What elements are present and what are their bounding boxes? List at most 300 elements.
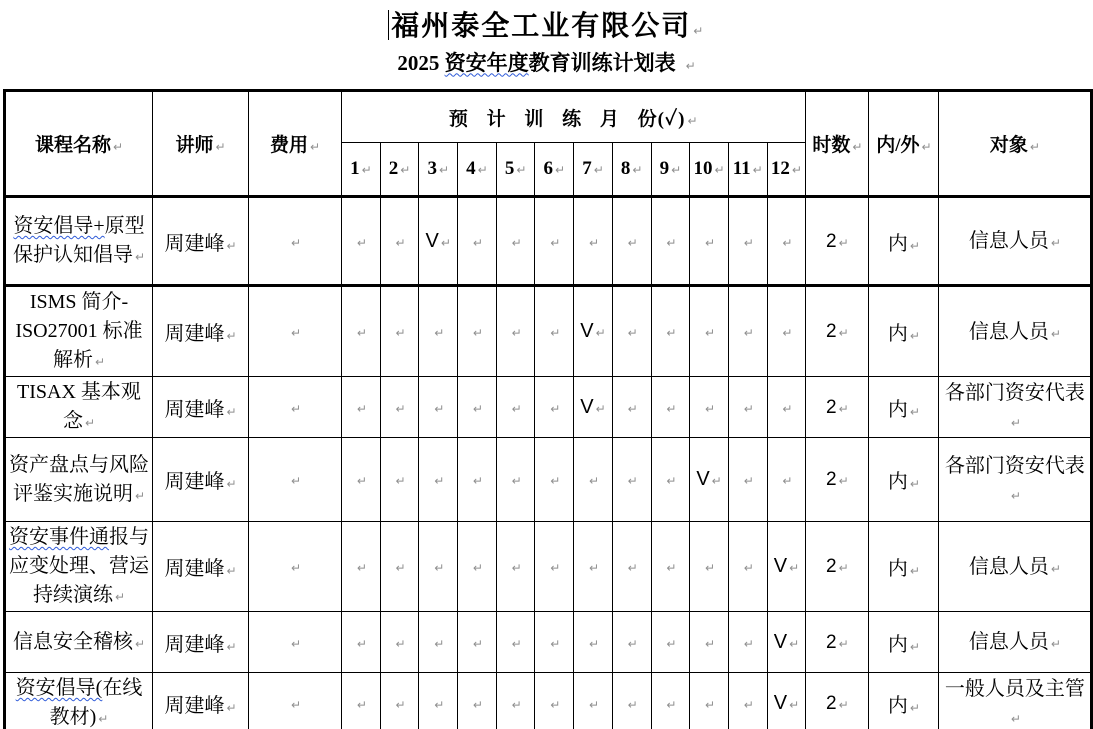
paragraph-mark-icon: ↵ bbox=[555, 163, 566, 177]
month-cell-6[interactable] bbox=[535, 286, 574, 377]
course-cell[interactable] bbox=[5, 197, 153, 286]
grammar-flagged-text: 资安倡导+ bbox=[13, 215, 105, 237]
paragraph-mark-icon: ↵ bbox=[705, 401, 716, 416]
paragraph-mark-icon: ↵ bbox=[1010, 488, 1021, 503]
paragraph-mark-icon: ↵ bbox=[1050, 236, 1061, 250]
header-month-4[interactable]: 4 ↵ bbox=[458, 143, 497, 197]
paragraph-mark-icon: ↵ bbox=[743, 636, 754, 651]
course-cell[interactable] bbox=[5, 438, 153, 522]
hours-cell[interactable] bbox=[806, 522, 869, 612]
paragraph-mark-icon: ↵ bbox=[400, 163, 411, 177]
month-cell-8[interactable] bbox=[612, 438, 651, 522]
paragraph-mark-icon: ↵ bbox=[395, 561, 406, 575]
paragraph-mark-icon: ↵ bbox=[395, 697, 406, 712]
header-month-9[interactable]: 9 ↵ bbox=[651, 143, 690, 197]
inout-value: 内 bbox=[887, 471, 908, 493]
paragraph-mark-icon: ↵ bbox=[395, 326, 406, 340]
month-cell-7[interactable] bbox=[574, 612, 613, 673]
inout-cell[interactable] bbox=[869, 522, 939, 612]
paragraph-mark-icon: ↵ bbox=[588, 474, 599, 488]
paragraph-mark-icon: ↵ bbox=[511, 561, 522, 575]
paragraph-mark-icon: ↵ bbox=[112, 140, 124, 154]
hours-value: 2 bbox=[826, 692, 837, 714]
month-cell-2[interactable] bbox=[380, 377, 419, 438]
paragraph-mark-icon: ↵ bbox=[472, 401, 483, 416]
inout-cell[interactable] bbox=[869, 438, 939, 522]
paragraph-mark-icon: ↵ bbox=[666, 636, 677, 651]
check-mark: V bbox=[696, 468, 710, 490]
header-month-10[interactable]: 10 ↵ bbox=[690, 143, 729, 197]
paragraph-mark-icon: ↵ bbox=[909, 564, 920, 578]
header-course[interactable]: 课程名称 ↵ bbox=[5, 91, 153, 197]
subtitle-grammar-flagged-text: 资安年度 bbox=[444, 50, 529, 75]
header-inout[interactable]: 内/外 ↵ bbox=[869, 91, 939, 197]
paragraph-mark-icon: ↵ bbox=[782, 401, 793, 416]
paragraph-mark-icon: ↵ bbox=[290, 561, 302, 575]
paragraph-mark-icon: ↵ bbox=[84, 416, 96, 430]
paragraph-mark-icon: ↵ bbox=[395, 235, 406, 250]
course-name: ISMS 简介-ISO27001 标准解析 bbox=[15, 291, 143, 371]
paragraph-mark-icon: ↵ bbox=[588, 636, 599, 651]
paragraph-mark-icon: ↵ bbox=[588, 697, 599, 712]
month-cell-9[interactable] bbox=[651, 197, 690, 286]
paragraph-mark-icon: ↵ bbox=[743, 235, 754, 250]
paragraph-mark-icon: ↵ bbox=[1050, 637, 1061, 651]
hours-value: 2 bbox=[826, 396, 837, 418]
paragraph-mark-icon: ↵ bbox=[511, 697, 522, 712]
month-cell-8[interactable] bbox=[612, 673, 651, 729]
paragraph-mark-icon: ↵ bbox=[134, 488, 146, 503]
target-cell[interactable] bbox=[939, 612, 1092, 673]
paragraph-mark-icon: ↵ bbox=[226, 329, 237, 343]
header-month-8[interactable]: 8 ↵ bbox=[612, 143, 651, 197]
month-cell-7[interactable] bbox=[574, 377, 613, 438]
month-cell-9[interactable] bbox=[651, 673, 690, 729]
paragraph-mark-icon: ↵ bbox=[356, 636, 367, 651]
month-cell-3[interactable] bbox=[419, 673, 458, 729]
paragraph-mark-icon: ↵ bbox=[114, 590, 126, 604]
fee-cell[interactable] bbox=[249, 438, 342, 522]
course-cell[interactable] bbox=[5, 673, 153, 729]
month-cell-5[interactable] bbox=[496, 197, 535, 286]
month-cell-6[interactable] bbox=[535, 612, 574, 673]
course-cell[interactable] bbox=[5, 377, 153, 438]
month-cell-5[interactable] bbox=[496, 438, 535, 522]
paragraph-mark-icon: ↵ bbox=[666, 401, 677, 416]
paragraph-mark-icon: ↵ bbox=[395, 401, 406, 416]
paragraph-mark-icon: ↵ bbox=[98, 712, 109, 726]
paragraph-mark-icon: ↵ bbox=[838, 401, 849, 416]
paragraph-mark-icon: ↵ bbox=[361, 163, 372, 177]
inout-cell[interactable] bbox=[869, 377, 939, 438]
month-cell-10[interactable] bbox=[690, 673, 729, 729]
table-row bbox=[5, 286, 1092, 377]
paragraph-mark-icon: ↵ bbox=[94, 355, 106, 369]
course-name: 资产盘点与风险评鉴实施说明 bbox=[9, 453, 149, 505]
paragraph-mark-icon: ↵ bbox=[309, 140, 321, 154]
paragraph-mark-icon: ↵ bbox=[472, 697, 483, 712]
inout-value: 内 bbox=[887, 633, 908, 656]
hours-cell[interactable] bbox=[806, 377, 869, 438]
paragraph-mark-icon: ↵ bbox=[434, 401, 445, 416]
instructor-cell[interactable] bbox=[153, 377, 249, 438]
text-cursor bbox=[388, 10, 390, 40]
header-hours[interactable]: 时数 ↵ bbox=[806, 91, 869, 197]
fee-cell[interactable] bbox=[249, 522, 342, 612]
month-cell-7[interactable] bbox=[574, 673, 613, 729]
paragraph-mark-icon: ↵ bbox=[595, 326, 606, 340]
paragraph-mark-icon: ↵ bbox=[434, 474, 445, 488]
paragraph-mark-icon: ↵ bbox=[743, 401, 754, 416]
month-cell-8[interactable] bbox=[612, 377, 651, 438]
month-cell-12[interactable] bbox=[767, 612, 806, 673]
target-cell[interactable] bbox=[939, 522, 1092, 612]
course-cell[interactable] bbox=[5, 286, 153, 377]
course-name: 在线教材) bbox=[49, 677, 143, 728]
header-month-11[interactable]: 11 ↵ bbox=[728, 143, 767, 197]
month-cell-1[interactable] bbox=[342, 377, 381, 438]
hours-value: 2 bbox=[826, 631, 837, 653]
header-month-3[interactable]: 3 ↵ bbox=[419, 143, 458, 197]
paragraph-mark-icon: ↵ bbox=[434, 561, 445, 575]
paragraph-mark-icon: ↵ bbox=[511, 636, 522, 651]
month-cell-11[interactable] bbox=[728, 612, 767, 673]
month-cell-6[interactable] bbox=[535, 522, 574, 612]
paragraph-mark-icon: ↵ bbox=[782, 235, 793, 250]
month-cell-11[interactable] bbox=[728, 286, 767, 377]
paragraph-mark-icon: ↵ bbox=[472, 326, 483, 340]
paragraph-mark-icon: ↵ bbox=[627, 474, 638, 488]
paragraph-mark-icon: ↵ bbox=[627, 326, 638, 340]
paragraph-mark-icon: ↵ bbox=[356, 235, 367, 250]
instructor-name: 周建峰 bbox=[164, 633, 225, 656]
header-month-7[interactable]: 7 ↵ bbox=[574, 143, 613, 197]
paragraph-mark-icon: ↵ bbox=[838, 326, 849, 340]
month-cell-5[interactable] bbox=[496, 286, 535, 377]
inout-cell[interactable] bbox=[869, 197, 939, 286]
month-cell-3[interactable] bbox=[419, 197, 458, 286]
course-cell[interactable] bbox=[5, 522, 153, 612]
month-cell-3[interactable] bbox=[419, 522, 458, 612]
inout-cell[interactable] bbox=[869, 612, 939, 673]
inout-cell[interactable] bbox=[869, 286, 939, 377]
fee-cell[interactable] bbox=[249, 286, 342, 377]
table-row bbox=[5, 438, 1092, 522]
month-cell-1[interactable] bbox=[342, 673, 381, 729]
month-cell-8[interactable] bbox=[612, 612, 651, 673]
document-subtitle-line[interactable] bbox=[0, 47, 1093, 77]
month-cell-12[interactable] bbox=[767, 522, 806, 612]
paragraph-mark-icon: ↵ bbox=[290, 636, 302, 651]
month-cell-3[interactable] bbox=[419, 377, 458, 438]
paragraph-mark-icon: ↵ bbox=[1050, 561, 1061, 576]
month-cell-3[interactable] bbox=[419, 612, 458, 673]
month-cell-10[interactable] bbox=[690, 197, 729, 286]
inout-value: 内 bbox=[887, 694, 908, 717]
header-fee[interactable]: 费用 ↵ bbox=[249, 91, 342, 197]
course-name: 报与应变处理、营运持续演练 bbox=[9, 526, 149, 606]
month-cell-7[interactable] bbox=[574, 286, 613, 377]
month-cell-7[interactable] bbox=[574, 197, 613, 286]
hours-value: 2 bbox=[826, 469, 837, 490]
fee-cell[interactable] bbox=[249, 612, 342, 673]
month-cell-8[interactable] bbox=[612, 286, 651, 377]
table-row bbox=[5, 612, 1092, 673]
header-month-5[interactable]: 5 ↵ bbox=[496, 143, 535, 197]
month-cell-9[interactable] bbox=[651, 522, 690, 612]
paragraph-mark-icon: ↵ bbox=[134, 636, 146, 651]
header-month-6[interactable]: 6 ↵ bbox=[535, 143, 574, 197]
month-cell-12[interactable] bbox=[767, 197, 806, 286]
paragraph-mark-icon: ↵ bbox=[550, 326, 561, 340]
paragraph-mark-icon: ↵ bbox=[909, 329, 920, 343]
paragraph-mark-icon: ↵ bbox=[550, 401, 561, 416]
paragraph-mark-icon: ↵ bbox=[395, 474, 406, 488]
header-month-12[interactable]: 12 ↵ bbox=[767, 143, 806, 197]
target-cell[interactable] bbox=[939, 438, 1092, 522]
month-cell-2[interactable] bbox=[380, 197, 419, 286]
month-cell-9[interactable] bbox=[651, 377, 690, 438]
instructor-cell[interactable] bbox=[153, 612, 249, 673]
instructor-cell[interactable] bbox=[153, 438, 249, 522]
course-cell[interactable] bbox=[5, 612, 153, 673]
hours-value: 2 bbox=[826, 321, 837, 342]
paragraph-mark-icon: ↵ bbox=[1010, 416, 1021, 430]
paragraph-mark-icon: ↵ bbox=[711, 474, 722, 488]
training-plan-table bbox=[3, 89, 1093, 729]
check-mark: V bbox=[580, 395, 594, 418]
month-cell-4[interactable] bbox=[458, 522, 497, 612]
paragraph-mark-icon: ↵ bbox=[434, 326, 445, 340]
header-months-title[interactable]: 预 计 训 练 月 份(✓) ↵ bbox=[342, 91, 806, 143]
month-cell-4[interactable] bbox=[458, 438, 497, 522]
month-cell-12[interactable] bbox=[767, 673, 806, 729]
month-cell-5[interactable] bbox=[496, 612, 535, 673]
paragraph-mark-icon: ↵ bbox=[909, 477, 920, 491]
check-mark: V bbox=[773, 691, 788, 714]
target-cell[interactable] bbox=[939, 286, 1092, 377]
paragraph-mark-icon: ↵ bbox=[752, 163, 763, 177]
month-cell-2[interactable] bbox=[380, 286, 419, 377]
paragraph-mark-icon: ↵ bbox=[472, 561, 483, 575]
hours-cell[interactable] bbox=[806, 286, 869, 377]
course-name: 信息安全稽核 bbox=[12, 630, 133, 653]
month-cell-11[interactable] bbox=[728, 377, 767, 438]
month-cell-10[interactable] bbox=[690, 286, 729, 377]
month-cell-5[interactable] bbox=[496, 377, 535, 438]
paragraph-mark-icon: ↵ bbox=[743, 326, 754, 340]
month-cell-10[interactable] bbox=[690, 377, 729, 438]
paragraph-mark-icon: ↵ bbox=[226, 639, 237, 654]
month-cell-3[interactable] bbox=[419, 286, 458, 377]
month-cell-6[interactable] bbox=[535, 197, 574, 286]
paragraph-mark-icon: ↵ bbox=[356, 401, 367, 416]
paragraph-mark-icon: ↵ bbox=[838, 697, 849, 712]
paragraph-mark-icon: ↵ bbox=[226, 238, 237, 253]
header-month-2[interactable]: 2 ↵ bbox=[380, 143, 419, 197]
month-cell-7[interactable] bbox=[574, 522, 613, 612]
target-audience: 信息人员 bbox=[968, 555, 1049, 578]
month-cell-1[interactable] bbox=[342, 522, 381, 612]
paragraph-mark-icon: ↵ bbox=[666, 326, 677, 340]
paragraph-mark-icon: ↵ bbox=[838, 561, 849, 575]
check-mark: V bbox=[773, 555, 788, 577]
header-target[interactable]: 对象 ↵ bbox=[939, 91, 1092, 197]
subtitle-year: 2025 bbox=[397, 50, 445, 75]
month-cell-4[interactable] bbox=[458, 286, 497, 377]
header-instructor[interactable]: 讲师 ↵ bbox=[153, 91, 249, 197]
header-month-1[interactable]: 1 ↵ bbox=[342, 143, 381, 197]
month-cell-4[interactable] bbox=[458, 612, 497, 673]
paragraph-mark-icon: ↵ bbox=[215, 140, 226, 154]
paragraph-mark-icon: ↵ bbox=[356, 326, 367, 340]
paragraph-mark-icon: ↵ bbox=[472, 636, 483, 651]
inout-cell[interactable] bbox=[869, 673, 939, 729]
paragraph-mark-icon: ↵ bbox=[627, 561, 638, 575]
month-cell-9[interactable] bbox=[651, 438, 690, 522]
month-cell-2[interactable] bbox=[380, 612, 419, 673]
target-audience: 信息人员 bbox=[968, 320, 1049, 343]
target-cell[interactable] bbox=[939, 673, 1092, 729]
month-cell-11[interactable] bbox=[728, 673, 767, 729]
month-cell-11[interactable] bbox=[728, 438, 767, 522]
hours-cell[interactable] bbox=[806, 197, 869, 286]
paragraph-mark-icon: ↵ bbox=[743, 697, 754, 712]
paragraph-mark-icon: ↵ bbox=[226, 404, 237, 419]
title-block bbox=[0, 0, 1093, 89]
month-cell-12[interactable] bbox=[767, 377, 806, 438]
month-cell-10[interactable] bbox=[690, 612, 729, 673]
instructor-cell[interactable] bbox=[153, 286, 249, 377]
paragraph-mark-icon: ↵ bbox=[511, 401, 522, 416]
month-cell-12[interactable] bbox=[767, 438, 806, 522]
course-name: TISAX 基本观念 bbox=[17, 381, 141, 432]
paragraph-mark-icon: ↵ bbox=[627, 697, 638, 712]
paragraph-mark-icon: ↵ bbox=[134, 250, 146, 264]
month-cell-1[interactable] bbox=[342, 286, 381, 377]
paragraph-mark-icon: ↵ bbox=[395, 636, 406, 651]
check-mark: V bbox=[580, 320, 594, 342]
instructor-name: 周建峰 bbox=[164, 232, 225, 255]
paragraph-mark-icon: ↵ bbox=[593, 163, 604, 177]
month-cell-1[interactable] bbox=[342, 197, 381, 286]
month-cell-10[interactable] bbox=[690, 522, 729, 612]
fee-cell[interactable] bbox=[249, 197, 342, 286]
paragraph-mark-icon: ↵ bbox=[290, 697, 302, 712]
paragraph-mark-icon: ↵ bbox=[627, 401, 638, 416]
month-cell-6[interactable] bbox=[535, 438, 574, 522]
instructor-name: 周建峰 bbox=[164, 558, 225, 580]
paragraph-mark-icon: ↵ bbox=[852, 140, 863, 154]
paragraph-mark-icon: ↵ bbox=[434, 697, 445, 712]
target-cell[interactable] bbox=[939, 377, 1092, 438]
month-cell-11[interactable] bbox=[728, 522, 767, 612]
header-row-main bbox=[5, 91, 1092, 143]
table-row bbox=[5, 377, 1092, 438]
paragraph-mark-icon: ↵ bbox=[791, 163, 802, 177]
month-cell-11[interactable] bbox=[728, 197, 767, 286]
month-cell-2[interactable] bbox=[380, 522, 419, 612]
inout-value: 内 bbox=[887, 323, 908, 345]
target-cell[interactable] bbox=[939, 197, 1092, 286]
paragraph-mark-icon: ↵ bbox=[666, 235, 677, 250]
instructor-cell[interactable] bbox=[153, 673, 249, 729]
month-cell-5[interactable] bbox=[496, 673, 535, 729]
month-cell-9[interactable] bbox=[651, 286, 690, 377]
inout-value: 内 bbox=[887, 558, 908, 580]
paragraph-mark-icon: ↵ bbox=[714, 163, 725, 177]
instructor-name: 周建峰 bbox=[164, 323, 225, 345]
fee-cell[interactable] bbox=[249, 673, 342, 729]
paragraph-mark-icon: ↵ bbox=[666, 561, 677, 575]
target-audience: 各部门资安代表 bbox=[944, 454, 1085, 477]
paragraph-mark-icon: ↵ bbox=[356, 474, 367, 488]
paragraph-mark-icon: ↵ bbox=[705, 697, 716, 712]
month-cell-7[interactable] bbox=[574, 438, 613, 522]
check-mark: V bbox=[773, 630, 788, 653]
month-cell-1[interactable] bbox=[342, 438, 381, 522]
paragraph-mark-icon: ↵ bbox=[511, 235, 522, 250]
paragraph-mark-icon: ↵ bbox=[226, 477, 237, 491]
month-cell-3[interactable] bbox=[419, 438, 458, 522]
month-cell-6[interactable] bbox=[535, 377, 574, 438]
paragraph-mark-icon: ↵ bbox=[290, 401, 302, 416]
table-row bbox=[5, 522, 1092, 612]
month-cell-2[interactable] bbox=[380, 438, 419, 522]
instructor-name: 周建峰 bbox=[164, 398, 225, 421]
check-mark: V bbox=[425, 229, 439, 252]
paragraph-mark-icon: ↵ bbox=[782, 474, 793, 488]
fee-cell[interactable] bbox=[249, 377, 342, 438]
instructor-cell[interactable] bbox=[153, 522, 249, 612]
month-cell-10[interactable] bbox=[690, 438, 729, 522]
month-cell-2[interactable] bbox=[380, 673, 419, 729]
document-title: 福州泰全工业有限公司 bbox=[391, 11, 692, 42]
month-cell-4[interactable] bbox=[458, 673, 497, 729]
paragraph-mark-icon: ↵ bbox=[838, 474, 849, 488]
paragraph-mark-icon: ↵ bbox=[909, 404, 920, 419]
month-cell-6[interactable] bbox=[535, 673, 574, 729]
month-cell-12[interactable] bbox=[767, 286, 806, 377]
paragraph-mark-icon: ↵ bbox=[789, 697, 800, 712]
paragraph-mark-icon: ↵ bbox=[1010, 712, 1021, 726]
month-cell-4[interactable] bbox=[458, 377, 497, 438]
paragraph-mark-icon: ↵ bbox=[356, 697, 367, 712]
hours-cell[interactable] bbox=[806, 438, 869, 522]
paragraph-mark-icon: ↵ bbox=[290, 474, 302, 488]
month-cell-4[interactable] bbox=[458, 197, 497, 286]
month-cell-8[interactable] bbox=[612, 522, 651, 612]
subtitle-rest: 教育训练计划表 bbox=[528, 50, 676, 75]
target-audience: 各部门资安代表 bbox=[944, 382, 1085, 404]
month-cell-5[interactable] bbox=[496, 522, 535, 612]
month-cell-8[interactable] bbox=[612, 197, 651, 286]
hours-cell[interactable] bbox=[806, 673, 869, 729]
paragraph-mark-icon: ↵ bbox=[434, 636, 445, 651]
month-cell-1[interactable] bbox=[342, 612, 381, 673]
document-title-line[interactable] bbox=[0, 0, 1093, 44]
paragraph-mark-icon: ↵ bbox=[705, 636, 716, 651]
hours-cell[interactable] bbox=[806, 612, 869, 673]
target-audience: 一般人员及主管 bbox=[944, 678, 1085, 700]
instructor-cell[interactable] bbox=[153, 197, 249, 286]
paragraph-mark-icon: ↵ bbox=[921, 140, 932, 154]
paragraph-mark-icon: ↵ bbox=[632, 163, 643, 177]
paragraph-mark-icon: ↵ bbox=[705, 326, 716, 340]
paragraph-mark-icon: ↵ bbox=[588, 561, 599, 575]
month-cell-9[interactable] bbox=[651, 612, 690, 673]
paragraph-mark-icon: ↵ bbox=[838, 235, 849, 250]
